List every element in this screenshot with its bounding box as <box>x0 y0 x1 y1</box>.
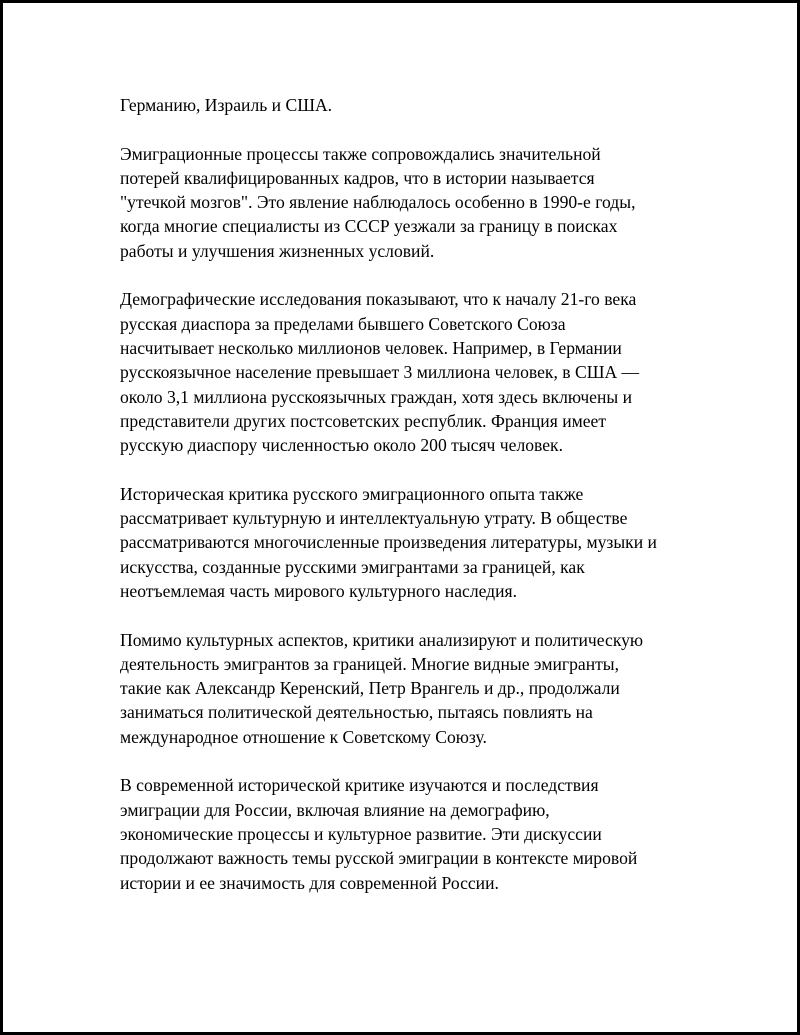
text-line: международное отношение к Советскому Союзу. <box>120 726 487 747</box>
paragraph <box>120 482 720 603</box>
text-line: Помимо культурных аспектов, критики анализируют и политическую <box>120 629 644 650</box>
text-line: русскоязычное население превышает 3 миллиона человек, в США — <box>120 362 640 383</box>
text-line: В современной исторической критике изучаются и последствия <box>120 775 599 796</box>
text-line: эмиграции для России, включая влияние на демографию, <box>120 799 550 820</box>
paragraph <box>120 628 720 749</box>
text-line: Историческая критика русского эмиграционного опыта также <box>120 483 584 504</box>
text-line: экономические процессы и культурное развитие. Эти дискуссии <box>120 823 602 844</box>
text-line: русская диаспора за пределами бывшего Советского Союза <box>120 313 566 334</box>
paragraph <box>120 93 720 117</box>
document-body <box>120 93 720 919</box>
text-line: заниматься политической деятельностью, пытаясь повлиять на <box>120 702 593 723</box>
text-line: "утечкой мозгов". Это явление наблюдалось особенно в 1990-е годы, <box>120 192 636 213</box>
text-line: такие как Александр Керенский, Петр Врангель и др., продолжали <box>120 678 620 699</box>
text-line: насчитывает несколько миллионов человек. Например, в Германии <box>120 337 622 358</box>
text-line: неотъемлемая часть мирового культурного наследия. <box>120 580 518 601</box>
text-line: Германию, Израиль и США. <box>120 95 333 115</box>
text-line: русскую диаспору численностью около 200 тысяч человек. <box>120 435 563 456</box>
paragraph <box>120 142 720 263</box>
text-line: представители других постсоветских республик. Франция имеет <box>120 410 607 431</box>
text-line: истории и ее значимость для современной России. <box>120 872 499 893</box>
text-line: рассматриваются многочисленные произведения литературы, музыки и <box>120 532 657 553</box>
text-line: потерей квалифицированных кадров, что в истории называется <box>120 167 595 188</box>
text-line: Демографические исследования показывают, что к началу 21-го века <box>120 289 637 310</box>
paragraph <box>120 287 720 457</box>
text-line: искусства, созданные русскими эмигрантами за границей, как <box>120 556 585 577</box>
text-line: работы и улучшения жизненных условий. <box>120 240 435 261</box>
text-line: рассматривает культурную и интеллектуальную утрату. В обществе <box>120 508 628 529</box>
text-line: деятельность эмигрантов за границей. Многие видные эмигранты, <box>120 653 620 674</box>
text-line: продолжают важность темы русской эмиграции в контексте мировой <box>120 848 638 869</box>
text-line: Эмиграционные процессы также сопровождались значительной <box>120 143 601 164</box>
text-line: около 3,1 миллиона русскоязычных граждан, хотя здесь включены и <box>120 386 633 407</box>
text-line: когда многие специалисты из СССР уезжали за границу в поисках <box>120 216 618 237</box>
paragraph <box>120 773 720 894</box>
